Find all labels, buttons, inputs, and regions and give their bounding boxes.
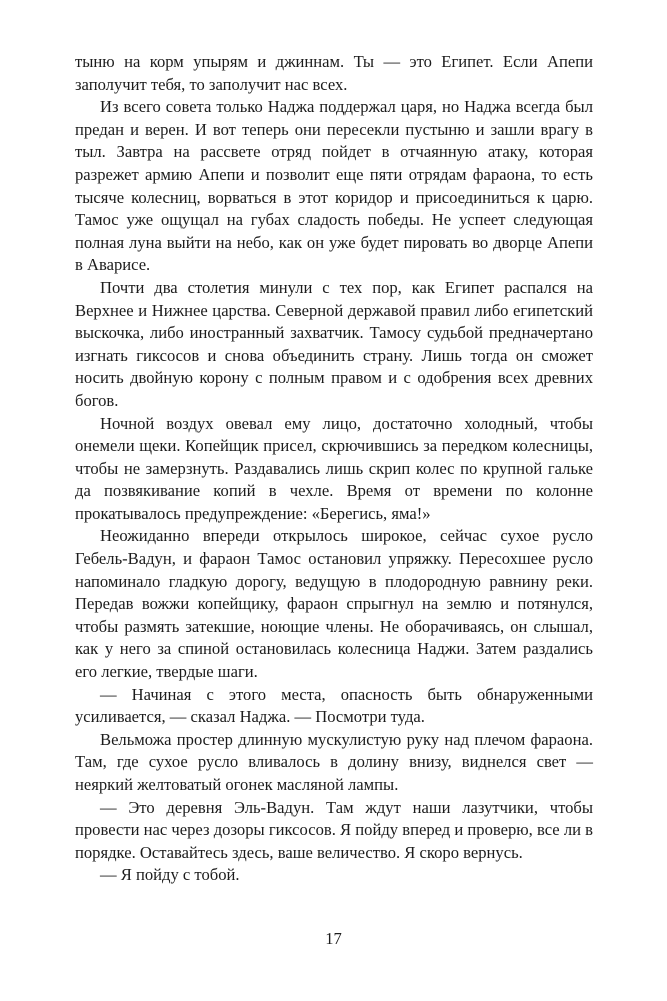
- paragraph-1: тыню на корм упырям и джиннам. Ты — это Египет. Если Апепи заполучит тебя, то заполучит нас всех.: [75, 52, 593, 94]
- paragraph-6: — Начиная с этого места, опасность быть обнаруженными усиливается, — сказал Наджа. — Посмотри туда.: [75, 684, 593, 727]
- paragraph-2: Из всего совета только Наджа поддержал царя, но Наджа всегда был предан и верен. И вот теперь они пересекли пустыню и зашли врагу в тыл. Завтра на рассвете отряд пойдет в отчаянную атаку, которая разрежет армию Апепи и позволит еще пяти отрядам фараона, то есть тысяче колесниц, ворваться в этот коридор и присоединиться к царю. Тамос уже ощущал на губах сладость победы. Не успеет следующая полная луна выйти на небо, как он уже будет пировать во дворце Апепи в Аварисе.: [75, 97, 593, 275]
- paragraph-5: Неожиданно впереди открылось широкое, сейчас сухое русло Гебель-Вадун, и фараон Тамос остановил упряжку. Пересохшее русло напоминало гладкую дорогу, ведущую в плодородную равнину реки. Передав вожжи копейщику, фараон спрыгнул на землю и потянулся, чтобы размять затекшие, ноющие члены. Не оборачиваясь, он слышал, как у него за спиной остановилась колесница Наджи. Затем раздались его легкие, твердые шаги.: [75, 526, 593, 682]
- paragraph-9: — Я пойду с тобой.: [100, 865, 240, 885]
- page-number: 17: [325, 929, 342, 948]
- paragraph-7: Вельможа простер длинную мускулистую руку над плечом фараона. Там, где сухое русло вливалось в долину внизу, виднелся свет — неяркий желтоватый огонек масляной лампы.: [75, 729, 593, 794]
- paragraph-4: Ночной воздух овевал ему лицо, достаточно холодный, чтобы онемели щеки. Копейщик присел, скрючившись за передком колесницы, чтобы не замерзнуть. Раздавались лишь скрип колес по крупной гальке да позвякивание копий в чехле. Время от времени по колонне прокатывалось предупреждение: «Берегись, яма!»: [75, 413, 593, 523]
- paragraph-8: — Это деревня Эль-Вадун. Там ждут наши лазутчики, чтобы провести нас через дозоры гиксосов. Я пойду вперед и проверю, все ли в порядке. Оставайтесь здесь, ваше величество. Я скоро вернусь.: [75, 797, 593, 862]
- paragraph-3: Почти два столетия минули с тех пор, как Египет распался на Верхнее и Нижнее царства. Северной державой правил либо египетский выскочка, либо иностранный захватчик. Тамосу судьбой предначертано изгнать гиксосов и снова объединить страну. Лишь тогда он сможет носить двойную корону с полным правом и с одобрения всех древних богов.: [75, 277, 593, 410]
- body-text: [75, 51, 593, 887]
